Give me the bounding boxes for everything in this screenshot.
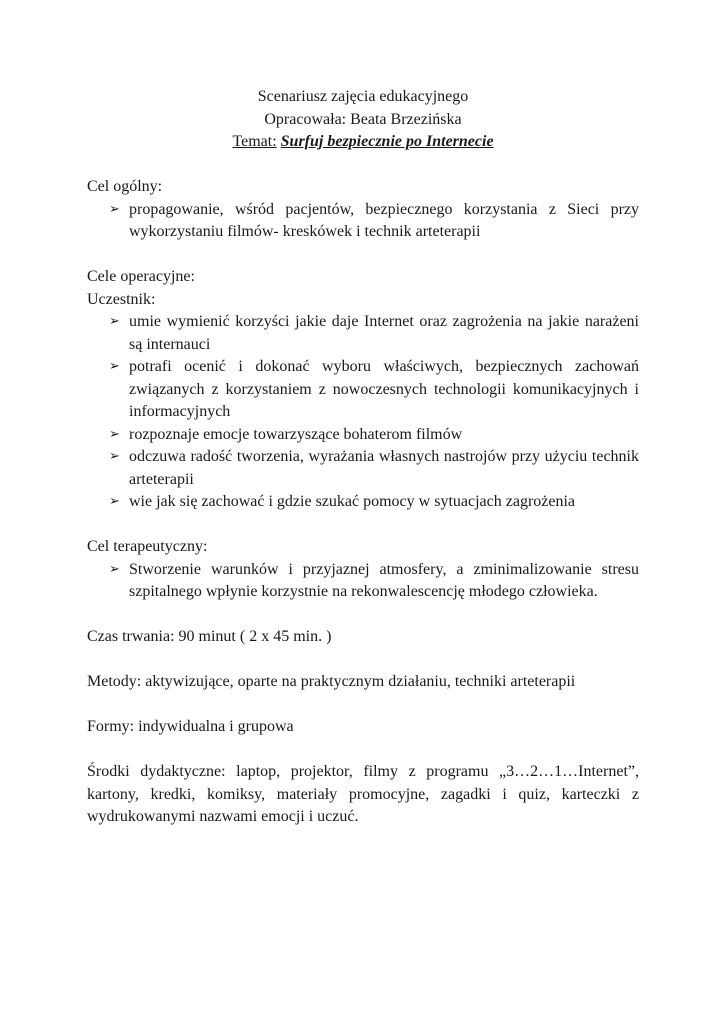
operational-goals-list bbox=[87, 311, 639, 514]
arrow-bullet-icon: ➢ bbox=[109, 494, 120, 509]
forms-paragraph: Formy: indywidualna i grupowa bbox=[87, 718, 294, 735]
scenario-title: Scenariusz zajęcia edukacyjnego bbox=[257, 88, 469, 105]
participant-subheading: Uczestnik: bbox=[87, 290, 156, 308]
list-item bbox=[87, 199, 639, 244]
therapeutic-goal-list bbox=[87, 559, 639, 604]
methods-paragraph: Metody: aktywizujące, oparte na praktycznym działaniu, techniki arteterapii bbox=[87, 673, 576, 690]
general-goal-heading: Cel ogólny: bbox=[87, 178, 163, 195]
therapeutic-goal-heading: Cel terapeutyczny: bbox=[87, 538, 208, 555]
arrow-bullet-icon: ➢ bbox=[109, 201, 120, 217]
arrow-bullet-icon: ➢ bbox=[109, 314, 120, 329]
general-goal-section bbox=[87, 176, 639, 244]
list-item-text: Stworzenie warunków i przyjaznej atmosfery, a zminimalizowanie stresu szpitalnego wpłynie korzystnie na rekonwalescencję młodego człowieka. bbox=[129, 560, 639, 600]
therapeutic-goal-section bbox=[87, 536, 639, 604]
list-item bbox=[87, 491, 639, 514]
author-line: Opracowała: Beata Brzezińska bbox=[264, 110, 462, 128]
duration-paragraph: Czas trwania: 90 minut ( 2 x 45 min. ) bbox=[87, 628, 332, 645]
topic-label: Temat: bbox=[232, 133, 277, 150]
arrow-bullet-icon: ➢ bbox=[109, 426, 120, 442]
arrow-bullet-icon: ➢ bbox=[109, 449, 120, 464]
topic-line bbox=[87, 131, 639, 154]
document-header bbox=[87, 86, 639, 154]
operational-goals-heading: Cele operacyjne: bbox=[87, 268, 195, 285]
list-item-text: rozpoznaje emocje towarzyszące bohaterom filmów bbox=[129, 425, 463, 443]
list-item-text: umie wymienić korzyści jakie daje Internet oraz zagrożenia na jakie narażeni są internauci bbox=[129, 313, 639, 353]
list-item bbox=[87, 446, 639, 491]
topic-text: Surfuj bezpiecznie po Internecie bbox=[280, 133, 494, 150]
list-item-text: odczuwa radość tworzenia, wyrażania własnych nastrojów przy użyciu technik arteterapii bbox=[129, 448, 639, 488]
arrow-bullet-icon: ➢ bbox=[109, 359, 120, 374]
arrow-bullet-icon: ➢ bbox=[109, 561, 120, 577]
list-item bbox=[87, 311, 639, 356]
list-item bbox=[87, 356, 639, 424]
list-item bbox=[87, 559, 639, 604]
operational-goals-section bbox=[87, 266, 639, 514]
teaching-aids-paragraph: Środki dydaktyczne: laptop, projektor, filmy z programu „3…2…1…Internet”, kartony, kredki, komiksy, materiały promocyjne, zagadki i quiz, karteczki z wydrukowanymi nazwami emocji i uczuć. bbox=[87, 763, 639, 825]
list-item-text: potrafi ocenić i dokonać wyboru właściwych, bezpiecznych zachowań związanych z korzystaniem z nowoczesnych technologii komunikacyjnych i informacyjnych bbox=[129, 358, 639, 420]
general-goal-list bbox=[87, 199, 639, 244]
list-item-text: propagowanie, wśród pacjentów, bezpiecznego korzystania z Sieci przy wykorzystaniu filmów- kreskówek i technik arteterapii bbox=[129, 200, 639, 240]
list-item-text: wie jak się zachować i gdzie szukać pomocy w sytuacjach zagrożenia bbox=[129, 493, 576, 510]
list-item bbox=[87, 424, 639, 447]
document-page bbox=[87, 86, 639, 829]
